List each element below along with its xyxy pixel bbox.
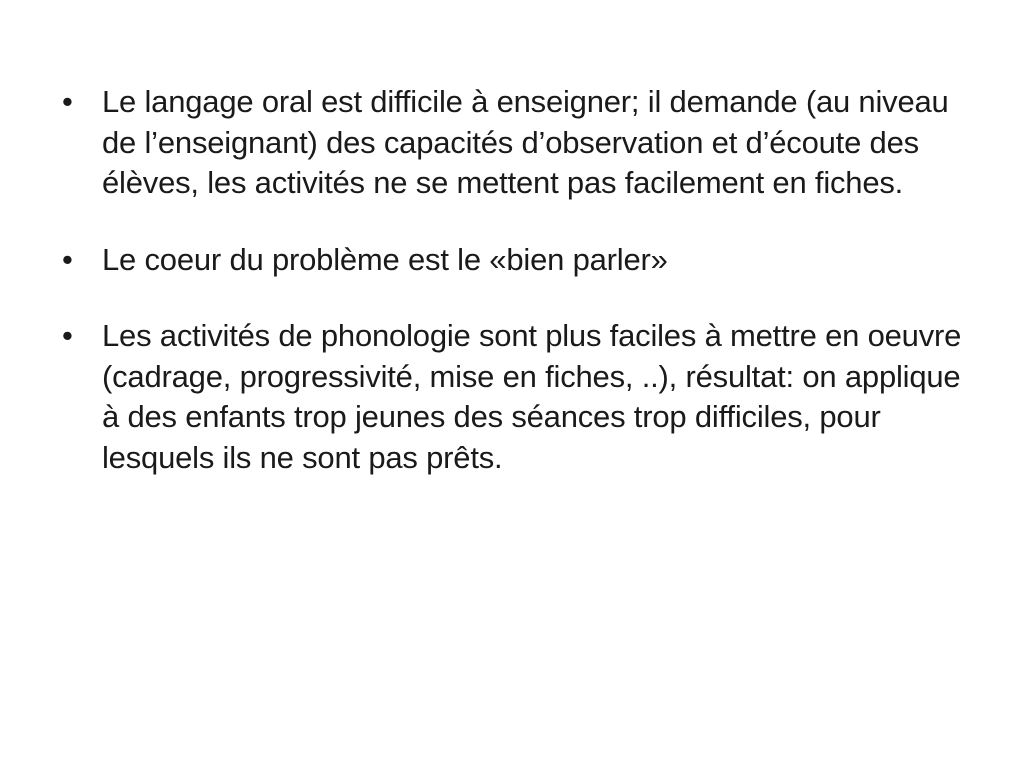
bullet-item-1 xyxy=(62,82,972,204)
bullet-marker-icon: • xyxy=(62,318,73,353)
bullet-marker-icon: • xyxy=(62,241,73,277)
bullet-marker-icon: • xyxy=(62,84,73,119)
bullet-text-1: Le langage oral est difficile à enseigner; il demande (au niveau de l’enseignant) des capacités d’observation et d’écoute des élèves, les activités ne se mettent pas facilement en fiches. xyxy=(102,84,949,200)
bullet-list xyxy=(62,82,972,478)
bullet-text-3: Les activités de phonologie sont plus faciles à mettre en oeuvre (cadrage, progressivité, mise en fiches, ..), résultat: on applique à des enfants trop jeunes des séances trop difficiles, pour lesquels ils ne sont pas prêts. xyxy=(102,318,962,475)
bullet-item-2 xyxy=(62,240,972,281)
bullet-text-2: Le coeur du problème est le «bien parler» xyxy=(102,241,668,277)
bullet-item-3 xyxy=(62,316,972,478)
